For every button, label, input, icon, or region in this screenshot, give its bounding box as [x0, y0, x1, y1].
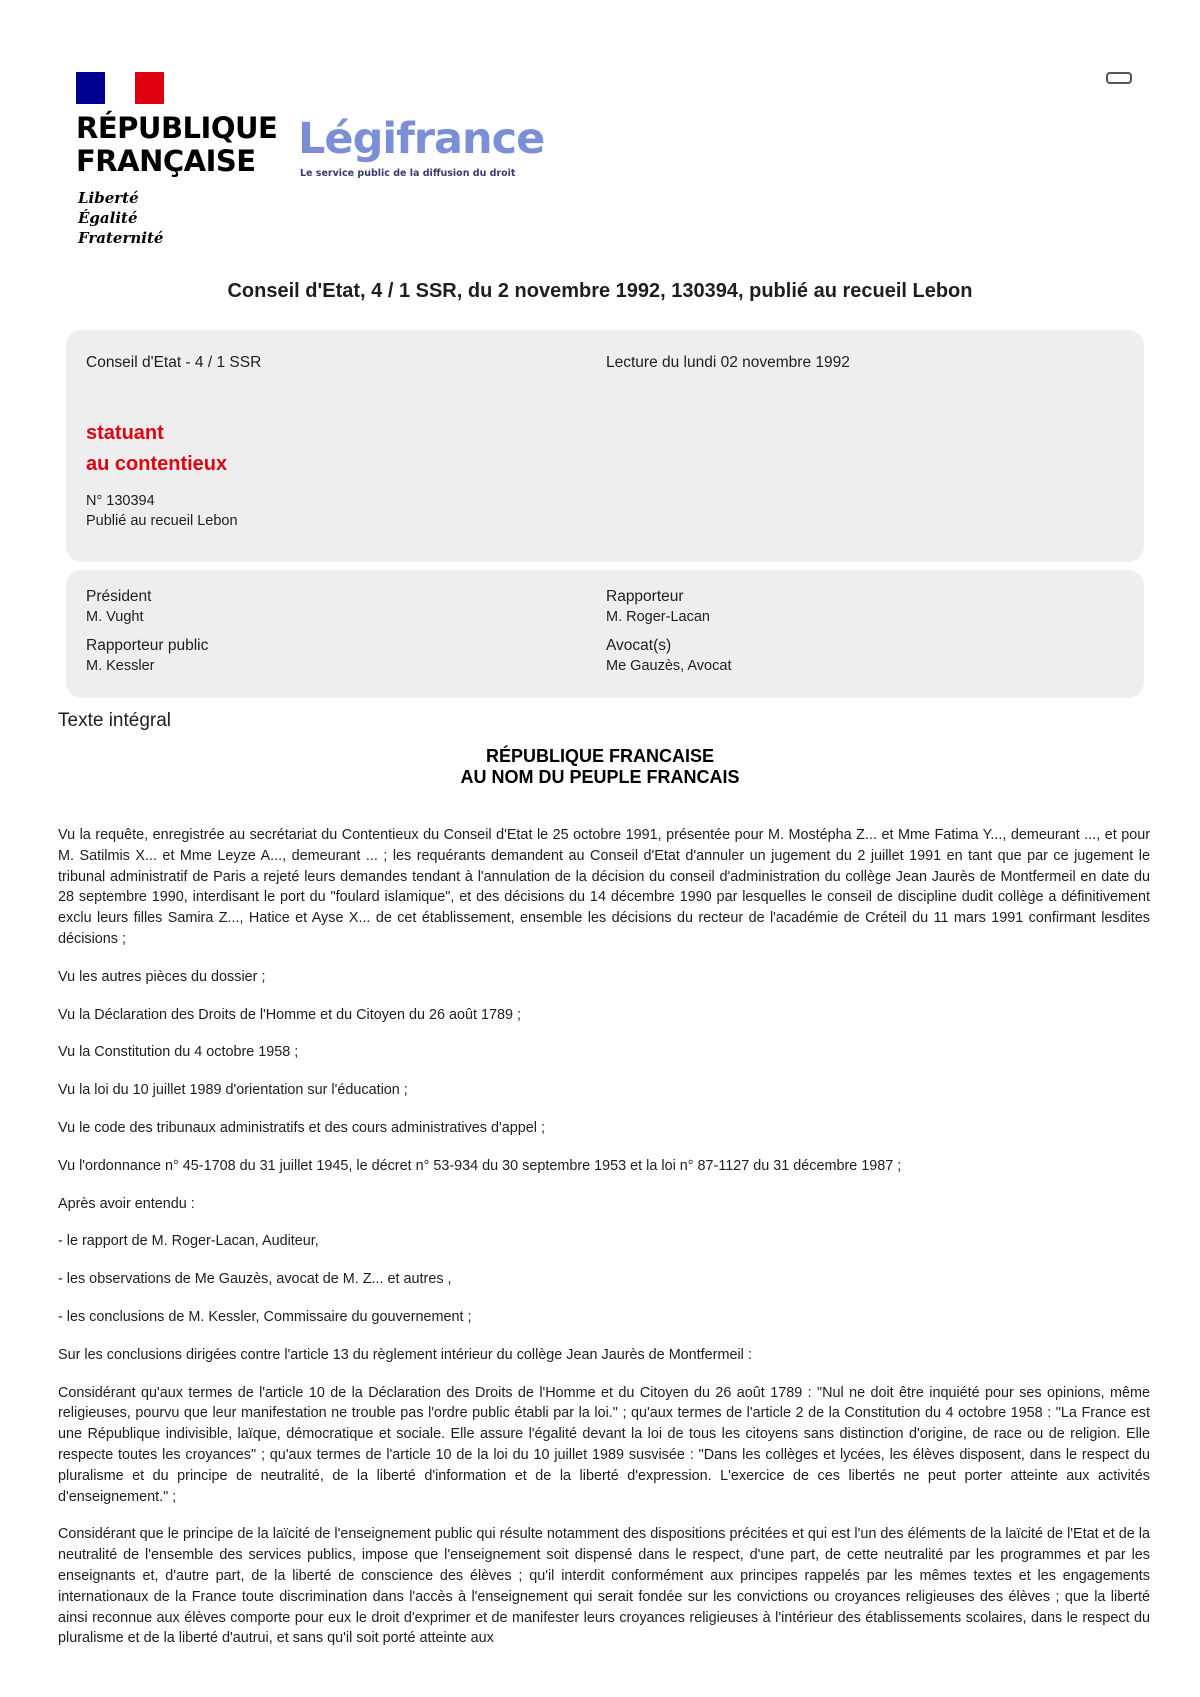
texte-integral-label: Texte intégral [58, 710, 172, 731]
paragraph: Vu l'ordonnance n° 45-1708 du 31 juillet 1945, le décret n° 53-934 du 30 septembre 1953 et la loi n° 87-1127 du 31 décembre 1987 ; [58, 1157, 902, 1174]
paragraph: Vu la Déclaration des Droits de l'Homme et du Citoyen du 26 août 1789 ; [58, 1006, 521, 1023]
paragraph: Sur les conclusions dirigées contre l'article 13 du règlement intérieur du collège Jean Jaurès de Montfermeil : [58, 1346, 752, 1363]
court-name: Conseil d'Etat - 4 / 1 SSR [86, 354, 262, 371]
rapporteur-label: Rapporteur [606, 588, 684, 605]
paragraph: Vu la loi du 10 juillet 1989 d'orientation sur l'éducation ; [58, 1082, 408, 1099]
paragraph: Considérant qu'aux termes de l'article 10 de la Déclaration des Droits de l'Homme et du Citoyen du 26 août 1789 : "Nul ne doit être inquiété pour ses opinions, même religieuses, pourvu que leur manifestation ne trouble pas l'ordre public établi par la loi." ; qu'aux termes de l'article 2 de la Constitution du 4 octobre 1958 : "La France est une République indivisible, laïque, démocratique et sociale. Elle assure l'égalité devant la loi de tous les citoyens sans distinction d'origine, de race ou de religion. Elle respecte toutes les croyances" ; qu'aux termes de l'article 10 de la loi du 10 juillet 1989 susvisée : "Dans les collèges et lycées, les élèves disposent, dans le respect du pluralisme et du principe de neutralité, de la liberté d'information et de la liberté d'expression. L'exercice de ces libertés ne peut porter atteinte aux activités d'enseignement." ; [58, 1384, 1150, 1505]
decision-number: N° 130394 [86, 493, 155, 509]
paragraph: - le rapport de M. Roger-Lacan, Auditeur, [58, 1233, 319, 1250]
site-header [76, 70, 1136, 260]
statuant-label: statuant au contentieux [86, 422, 228, 475]
decision-full-text [58, 825, 1150, 1666]
parties-card [66, 570, 1144, 698]
flag-red-band [135, 72, 164, 104]
lecture-date: Lecture du lundi 02 novembre 1992 [606, 354, 850, 371]
decision-info-card [66, 330, 1144, 562]
paragraph: Vu la requête, enregistrée au secrétariat du Contentieux du Conseil d'Etat le 25 octobre 1991, présentée pour M. Mostépha Z... et Mme Fatima Y..., demeurant ..., et pour M. Satilmis X... et Mme Leyze A..., demeurant ... ; les requérants demandent au Conseil d'Etat d'annuler un jugement du 2 juillet 1991 en tant que par ce jugement le tribunal administratif de Paris a rejeté leurs demandes tendant à l'annulation de la décision du conseil d'administration du collège Jean Jaurès de Montfermeil en date du 28 septembre 1990, interdisant le port du "foulard islamique", et des décisions du 14 décembre 1990 par lesquelles le conseil de discipline dudit collège a définitivement exclu leurs filles Samira Z..., Hatice et Ayse X... de cet établissement, ensemble les décisions du recteur de l'académie de Créteil du 11 mars 1991 confirmant lesdites décisions ; [58, 827, 1150, 947]
legifrance-tagline: Le service public de la diffusion du droit [300, 168, 516, 179]
paragraph: Vu le code des tribunaux administratifs et des cours administratives d'appel ; [58, 1119, 545, 1136]
rapporteur-value: M. Roger-Lacan [606, 609, 710, 625]
devise: Liberté Égalité Fraternité [78, 189, 164, 247]
french-flag-logo [76, 72, 164, 104]
paragraph: Après avoir entendu : [58, 1195, 195, 1212]
paragraph: - les conclusions de M. Kessler, Commissaire du gouvernement ; [58, 1308, 472, 1325]
president-value: M. Vught [86, 609, 144, 625]
rapporteur-public-label: Rapporteur public [86, 637, 209, 654]
republique-francaise-logo[interactable]: RÉPUBLIQUE FRANÇAISE [76, 111, 278, 178]
rapporteur-public-value: M. Kessler [86, 658, 155, 674]
page-title: Conseil d'Etat, 4 / 1 SSR, du 2 novembre 1992, 130394, publié au recueil Lebon [227, 280, 973, 302]
flag-white-band [105, 72, 134, 104]
document-heading: RÉPUBLIQUE FRANCAISE AU NOM DU PEUPLE FRANCAIS [460, 746, 740, 787]
avocat-value: Me Gauzès, Avocat [606, 658, 732, 674]
legifrance-logo[interactable]: Légifrance [298, 114, 545, 164]
president-label: Président [86, 588, 152, 605]
paragraph: Vu les autres pièces du dossier ; [58, 968, 266, 985]
paragraph: - les observations de Me Gauzès, avocat de M. Z... et autres , [58, 1271, 452, 1288]
flag-blue-band [76, 72, 105, 104]
paragraph: Vu la Constitution du 4 octobre 1958 ; [58, 1044, 299, 1061]
paragraph: Considérant que le principe de la laïcité de l'enseignement public qui résulte notamment des dispositions précitées et qui est l'un des éléments de la laïcité de l'Etat et de la neutralité de l'ensemble des services publics, impose que l'enseignement soit dispensé dans le respect, d'une part, de cette neutralité par les programmes et par les enseignants et, d'autre part, de la liberté de conscience des élèves ; qu'il interdit conformément aux principes rappelés par les mêmes textes et les engagements internationaux de la France toute discrimination dans l'accès à l'enseignement qui serait fondée sur les convictions ou croyances religieuses des élèves ; que la liberté ainsi reconnue aux élèves comporte pour eux le droit d'exprimer et de manifester leurs croyances religieuses à l'intérieur des établissements scolaires, dans le respect du pluralisme et de la liberté d'autrui, et sans qu'il soit porté atteinte aux [58, 1526, 1150, 1647]
avocat-label: Avocat(s) [606, 637, 672, 654]
menu-icon[interactable] [1106, 72, 1132, 84]
publication-status: Publié au recueil Lebon [86, 513, 238, 529]
